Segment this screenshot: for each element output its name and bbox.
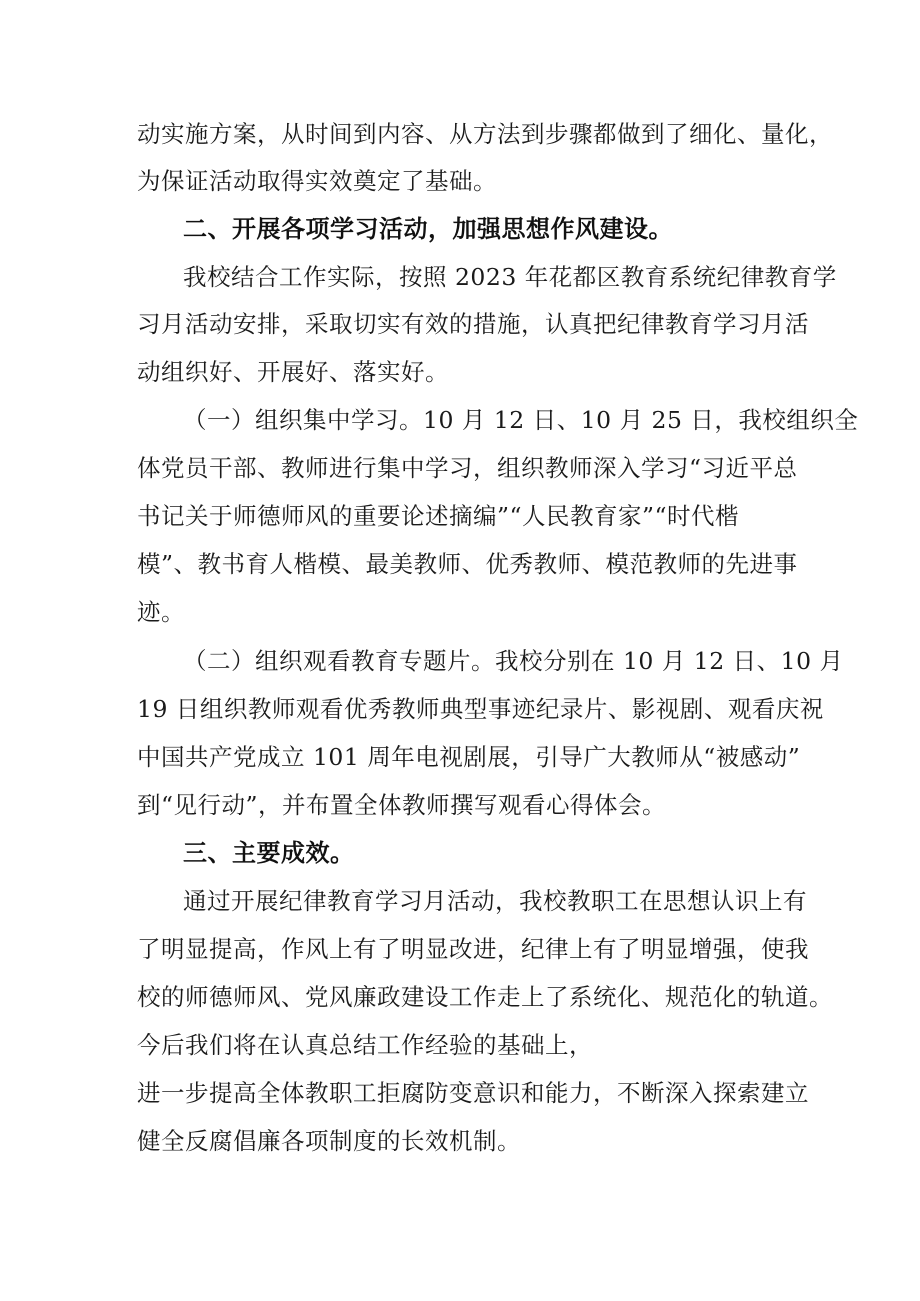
- section-heading-2: 二、开展各项学习活动，加强思想作风建设。: [183, 215, 673, 243]
- body-line: 今后我们将在认真总结工作经验的基础上，: [137, 1031, 593, 1059]
- subsection-1-line: （一）组织集中学习。10 月 12 日、10 月 25 日，我校组织全: [183, 406, 859, 434]
- section-heading-3: 三、主要成效。: [183, 839, 355, 867]
- body-line: 书记关于师德师风的重要论述摘编”“人民教育家”“时代楷: [137, 502, 740, 530]
- body-line: 中国共产党成立 101 周年电视剧展，引导广大教师从“被感动”: [137, 743, 801, 771]
- body-line: 为保证活动取得实效奠定了基础。: [137, 167, 497, 195]
- body-line: 了明显提高，作风上有了明显改进，纪律上有了明显增强，使我: [137, 935, 809, 963]
- body-line: 进一步提高全体教职工拒腐防变意识和能力，不断深入探索建立: [137, 1079, 809, 1107]
- body-line: 我校结合工作实际，按照 2023 年花都区教育系统纪律教育学: [183, 263, 837, 291]
- body-line: 校的师德师风、党风廉政建设工作走上了系统化、规范化的轨道。: [137, 983, 833, 1011]
- body-line: 动实施方案，从时间到内容、从方法到步骤都做到了细化、量化，: [137, 120, 833, 148]
- body-line: 健全反腐倡廉各项制度的长效机制。: [137, 1127, 521, 1155]
- body-line: 体党员干部、教师进行集中学习，组织教师深入学习“习近平总: [137, 454, 798, 482]
- body-line: 通过开展纪律教育学习月活动，我校教职工在思想认识上有: [183, 887, 807, 915]
- body-line: 到“见行动”，并布置全体教师撰写观看心得体会。: [137, 791, 667, 819]
- body-line: 动组织好、开展好、落实好。: [137, 358, 449, 386]
- body-line: 习月活动安排，采取切实有效的措施，认真把纪律教育学习月活: [137, 310, 809, 338]
- body-line: 模”、教书育人楷模、最美教师、优秀教师、模范教师的先进事: [137, 550, 798, 578]
- subsection-2-line: （二）组织观看教育专题片。我校分别在 10 月 12 日、10 月: [183, 647, 844, 675]
- body-line: 19 日组织教师观看优秀教师典型事迹纪录片、影视剧、观看庆祝: [137, 695, 824, 723]
- body-line: 迹。: [137, 598, 185, 626]
